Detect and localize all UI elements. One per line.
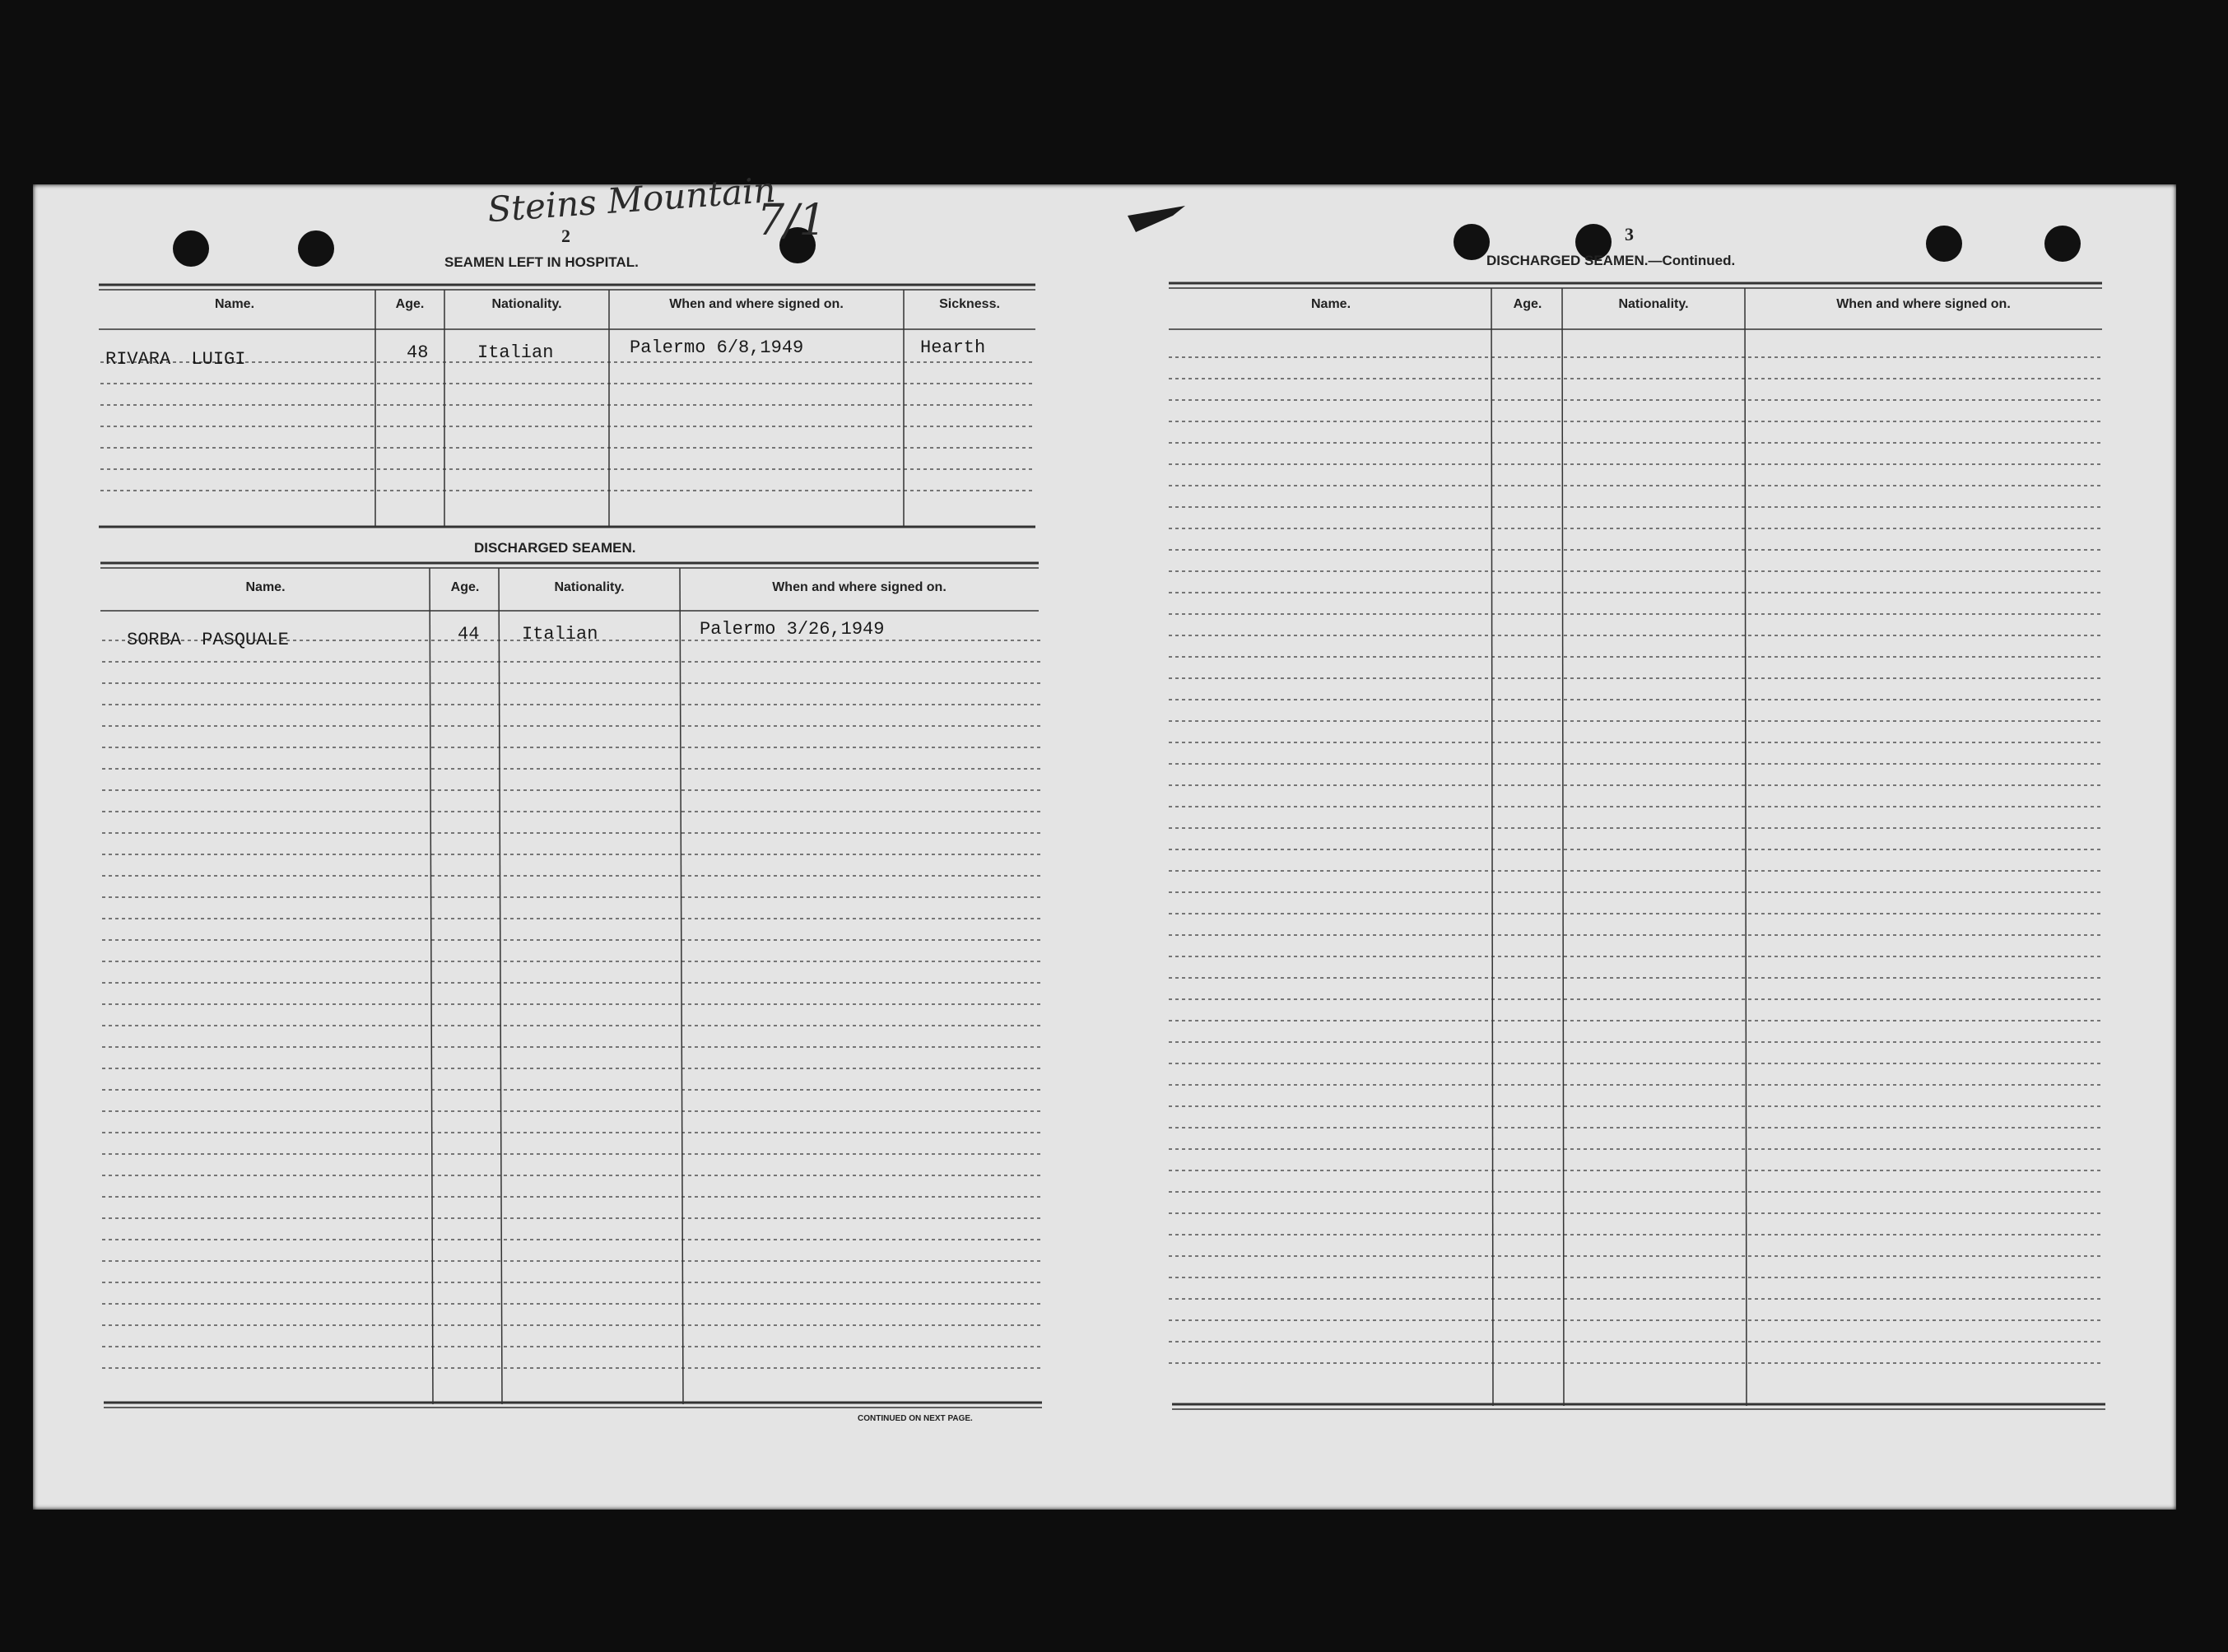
page-number-right: 3 bbox=[1625, 224, 1634, 244]
right-header-signed-on: When and where signed on. bbox=[1836, 297, 2011, 311]
discharged-section-title: DISCHARGED SEAMEN. bbox=[474, 540, 636, 556]
hospital-row-nationality: Italian bbox=[477, 342, 554, 363]
right-header-age: Age. bbox=[1513, 297, 1542, 311]
hospital-row-sickness: Hearth bbox=[920, 337, 986, 358]
discharged-header-signed-on: When and where signed on. bbox=[772, 580, 947, 594]
page-number-left: 2 bbox=[561, 226, 570, 246]
ink-smudge bbox=[1128, 206, 1185, 232]
hospital-row-signed-on: Palermo 6/8,1949 bbox=[630, 337, 804, 358]
hospital-header-sickness: Sickness. bbox=[939, 297, 1000, 311]
handwritten-note: Steins Mountain bbox=[486, 169, 777, 230]
hospital-row-age: 48 bbox=[407, 342, 429, 363]
ruling-line bbox=[430, 568, 433, 1404]
right-section-title: DISCHARGED SEAMEN.—Continued. bbox=[1486, 253, 1736, 268]
ruling-line bbox=[499, 568, 502, 1404]
right-header-nationality: Nationality. bbox=[1618, 297, 1689, 311]
hospital-header-signed-on: When and where signed on. bbox=[669, 297, 844, 311]
discharged-row-age: 44 bbox=[458, 624, 480, 645]
discharged-row-name: SORBA PASQUALE bbox=[127, 630, 289, 650]
continued-footer: CONTINUED ON NEXT PAGE. bbox=[858, 1414, 973, 1423]
discharged-header-age: Age. bbox=[450, 580, 480, 594]
ruling-line bbox=[1491, 288, 1493, 1406]
right-header-name: Name. bbox=[1310, 297, 1351, 311]
hospital-header-nationality: Nationality. bbox=[491, 297, 562, 311]
discharged-header-name: Name. bbox=[245, 580, 286, 594]
ruling-line bbox=[1745, 288, 1747, 1406]
hospital-header-name: Name. bbox=[214, 297, 255, 311]
handwritten-number: 7/1 bbox=[757, 196, 826, 245]
hospital-section-title: SEAMEN LEFT IN HOSPITAL. bbox=[444, 254, 639, 270]
discharged-row-nationality: Italian bbox=[522, 624, 598, 645]
ruling-line bbox=[680, 568, 683, 1404]
ruling-line bbox=[1562, 288, 1564, 1406]
discharged-header-nationality: Nationality. bbox=[554, 580, 625, 594]
discharged-row-signed-on: Palermo 3/26,1949 bbox=[700, 619, 885, 640]
hospital-row-name: RIVARA LUIGI bbox=[105, 349, 246, 370]
hospital-header-age: Age. bbox=[395, 297, 425, 311]
